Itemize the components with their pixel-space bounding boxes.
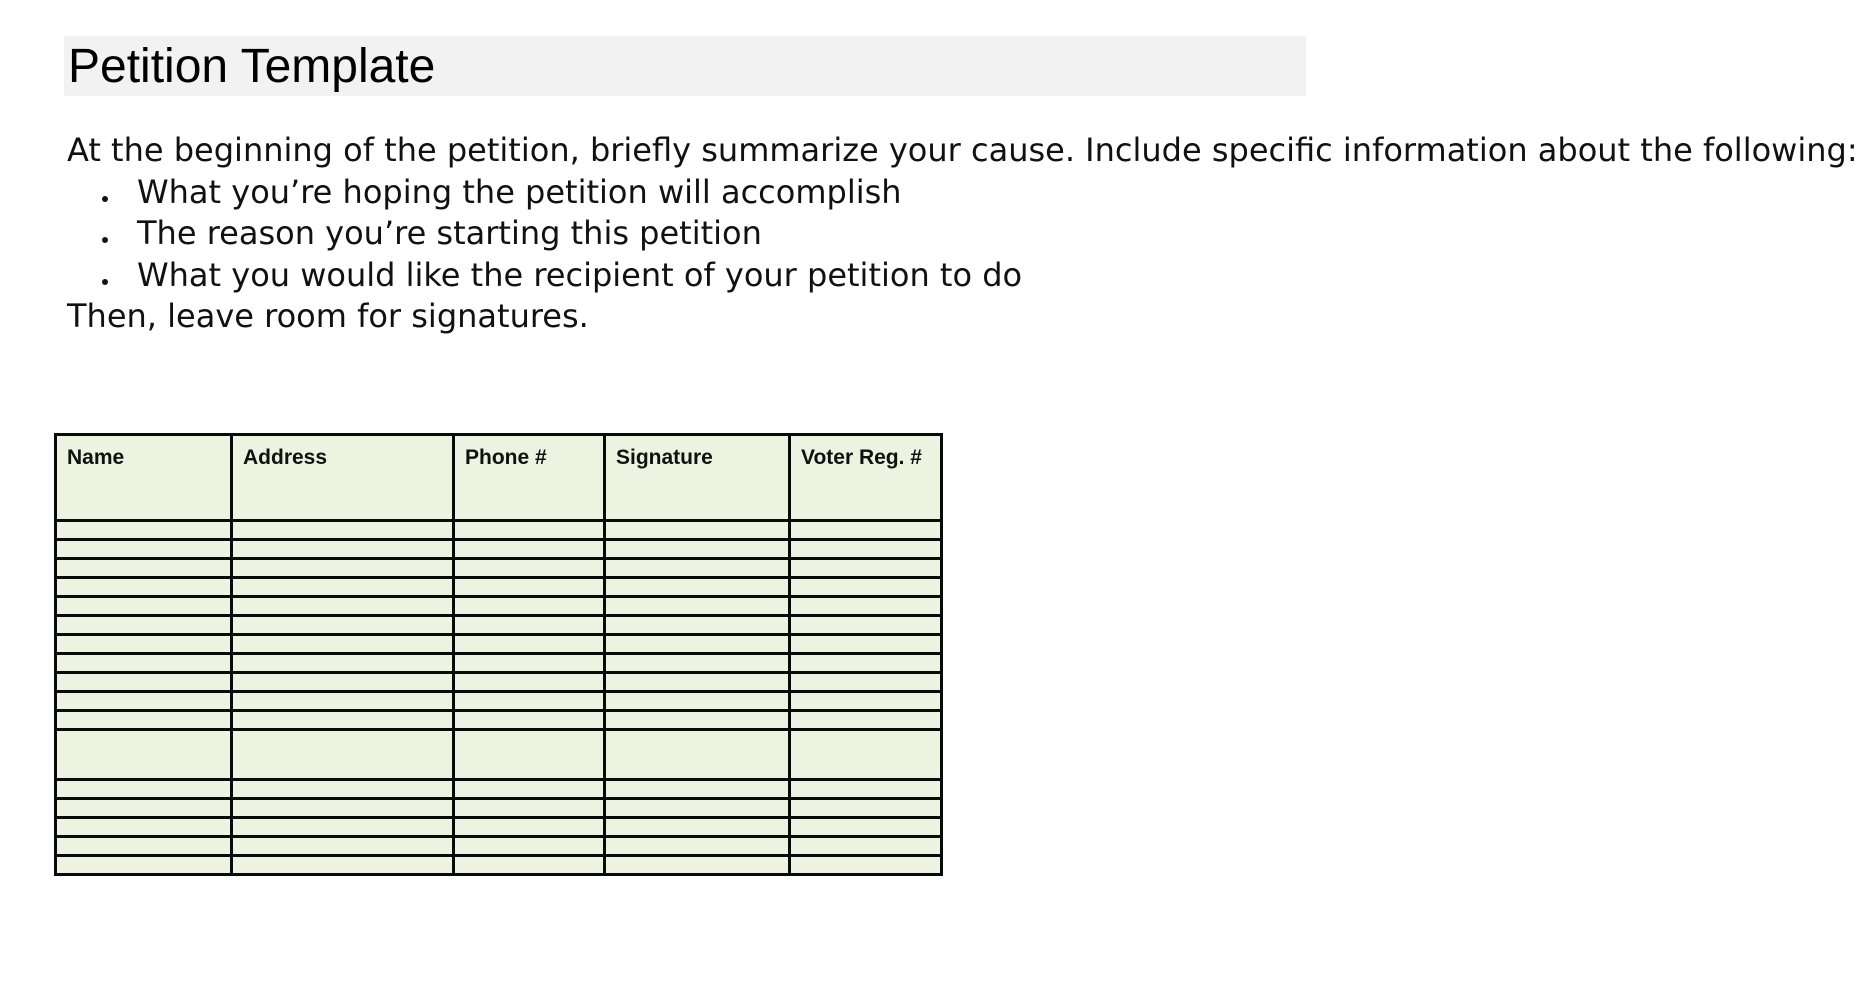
signature-cell-name[interactable]: [56, 837, 232, 856]
signature-cell-voter-reg[interactable]: [790, 559, 942, 578]
page-title: Petition Template: [68, 40, 436, 93]
bullet-icon: [102, 237, 108, 243]
signature-cell-address[interactable]: [232, 559, 454, 578]
signature-cell-name[interactable]: [56, 616, 232, 635]
column-header-voter-reg: Voter Reg. #: [790, 435, 942, 521]
signature-cell-address[interactable]: [232, 673, 454, 692]
signature-cell-voter-reg[interactable]: [790, 654, 942, 673]
signature-cell-address[interactable]: [232, 692, 454, 711]
signature-cell-voter-reg[interactable]: [790, 635, 942, 654]
signature-cell-address[interactable]: [232, 578, 454, 597]
signature-cell-phone[interactable]: [454, 540, 605, 559]
signature-cell-voter-reg[interactable]: [790, 616, 942, 635]
signature-row: [56, 578, 942, 597]
signature-cell-phone[interactable]: [454, 521, 605, 540]
bullet-item: [67, 172, 1307, 214]
signature-cell-name[interactable]: [56, 711, 232, 730]
signature-row: [56, 856, 942, 875]
signature-cell-name[interactable]: [56, 856, 232, 875]
signature-cell-phone[interactable]: [454, 597, 605, 616]
signature-cell-phone[interactable]: [454, 673, 605, 692]
signature-cell-voter-reg[interactable]: [790, 730, 942, 780]
signature-cell-signature[interactable]: [605, 818, 790, 837]
signature-row: [56, 654, 942, 673]
signature-cell-phone[interactable]: [454, 616, 605, 635]
signature-table: [54, 433, 943, 876]
signature-cell-signature[interactable]: [605, 521, 790, 540]
signature-cell-voter-reg[interactable]: [790, 711, 942, 730]
bullet-icon: [102, 196, 108, 202]
signature-cell-name[interactable]: [56, 635, 232, 654]
signature-cell-address[interactable]: [232, 711, 454, 730]
signature-cell-voter-reg[interactable]: [790, 673, 942, 692]
signature-row: [56, 799, 942, 818]
signature-cell-signature[interactable]: [605, 780, 790, 799]
signature-cell-signature[interactable]: [605, 799, 790, 818]
signature-row: [56, 540, 942, 559]
signature-cell-voter-reg[interactable]: [790, 692, 942, 711]
signature-cell-phone[interactable]: [454, 711, 605, 730]
signature-cell-signature[interactable]: [605, 654, 790, 673]
bullet-text: What you’re hoping the petition will accomplish: [137, 172, 902, 211]
signature-cell-name[interactable]: [56, 578, 232, 597]
signature-cell-voter-reg[interactable]: [790, 540, 942, 559]
signature-cell-signature[interactable]: [605, 597, 790, 616]
signature-cell-name[interactable]: [56, 799, 232, 818]
signature-cell-signature[interactable]: [605, 540, 790, 559]
signature-cell-voter-reg[interactable]: [790, 837, 942, 856]
signature-cell-phone[interactable]: [454, 730, 605, 780]
bullet-item: [67, 213, 1307, 255]
column-header-address: Address: [232, 435, 454, 521]
signature-cell-signature[interactable]: [605, 616, 790, 635]
bullet-text: What you would like the recipient of your petition to do: [137, 255, 1023, 294]
bullet-list: [67, 172, 1307, 297]
signature-row: [56, 521, 942, 540]
signature-cell-name[interactable]: [56, 780, 232, 799]
signature-cell-voter-reg[interactable]: [790, 578, 942, 597]
signature-cell-signature[interactable]: [605, 578, 790, 597]
signature-cell-name[interactable]: [56, 730, 232, 780]
signature-cell-address[interactable]: [232, 799, 454, 818]
signature-cell-address[interactable]: [232, 730, 454, 780]
signature-row: [56, 635, 942, 654]
signature-cell-voter-reg[interactable]: [790, 521, 942, 540]
signature-cell-phone[interactable]: [454, 780, 605, 799]
signature-cell-voter-reg[interactable]: [790, 818, 942, 837]
signature-row: [56, 673, 942, 692]
column-header-signature: Signature: [605, 435, 790, 521]
title-bar: [64, 36, 1306, 96]
header-row: [56, 435, 942, 521]
signature-cell-phone[interactable]: [454, 692, 605, 711]
signature-cell-name[interactable]: [56, 818, 232, 837]
signature-cell-voter-reg[interactable]: [790, 799, 942, 818]
column-header-phone: Phone #: [454, 435, 605, 521]
signature-row: [56, 597, 942, 616]
signature-row: [56, 616, 942, 635]
signature-row: [56, 780, 942, 799]
signature-cell-name[interactable]: [56, 540, 232, 559]
column-header-name: Name: [56, 435, 232, 521]
signature-cell-phone[interactable]: [454, 818, 605, 837]
signature-cell-address[interactable]: [232, 856, 454, 875]
signature-cell-address[interactable]: [232, 818, 454, 837]
signature-cell-address[interactable]: [232, 654, 454, 673]
signature-row: [56, 692, 942, 711]
signature-cell-address[interactable]: [232, 635, 454, 654]
signature-cell-address[interactable]: [232, 616, 454, 635]
signature-cell-phone[interactable]: [454, 654, 605, 673]
signature-cell-signature[interactable]: [605, 635, 790, 654]
signature-cell-phone[interactable]: [454, 635, 605, 654]
signature-cell-name[interactable]: [56, 559, 232, 578]
signature-cell-address[interactable]: [232, 780, 454, 799]
signature-cell-phone[interactable]: [454, 559, 605, 578]
signature-row: [56, 818, 942, 837]
signature-cell-signature[interactable]: [605, 673, 790, 692]
signature-cell-phone[interactable]: [454, 799, 605, 818]
signature-cell-address[interactable]: [232, 837, 454, 856]
signature-cell-address[interactable]: [232, 597, 454, 616]
signature-row: [56, 711, 942, 730]
signature-cell-phone[interactable]: [454, 578, 605, 597]
signature-cell-name[interactable]: [56, 692, 232, 711]
signature-cell-signature[interactable]: [605, 730, 790, 780]
signature-cell-phone[interactable]: [454, 856, 605, 875]
instructions: [67, 130, 1858, 338]
signature-cell-voter-reg[interactable]: [790, 856, 942, 875]
bullet-item: [67, 255, 1307, 297]
signature-cell-name[interactable]: [56, 654, 232, 673]
closing-text: Then, leave room for signatures.: [67, 297, 589, 336]
signature-cell-signature[interactable]: [605, 856, 790, 875]
signature-cell-signature[interactable]: [605, 559, 790, 578]
signature-cell-voter-reg[interactable]: [790, 780, 942, 799]
signature-cell-name[interactable]: [56, 673, 232, 692]
signature-cell-signature[interactable]: [605, 837, 790, 856]
signature-cell-phone[interactable]: [454, 837, 605, 856]
signature-row: [56, 730, 942, 780]
signature-rows: [56, 521, 942, 875]
signature-cell-signature[interactable]: [605, 711, 790, 730]
signature-cell-voter-reg[interactable]: [790, 597, 942, 616]
signature-row: [56, 559, 942, 578]
intro-text: At the beginning of the petition, briefly summarize your cause. Include specific information about the following:: [67, 131, 1858, 169]
signature-cell-signature[interactable]: [605, 692, 790, 711]
signature-cell-address[interactable]: [232, 540, 454, 559]
signature-cell-name[interactable]: [56, 597, 232, 616]
bullet-icon: [102, 279, 108, 285]
signature-row: [56, 837, 942, 856]
bullet-text: The reason you’re starting this petition: [137, 214, 762, 253]
signature-cell-name[interactable]: [56, 521, 232, 540]
signature-cell-address[interactable]: [232, 521, 454, 540]
